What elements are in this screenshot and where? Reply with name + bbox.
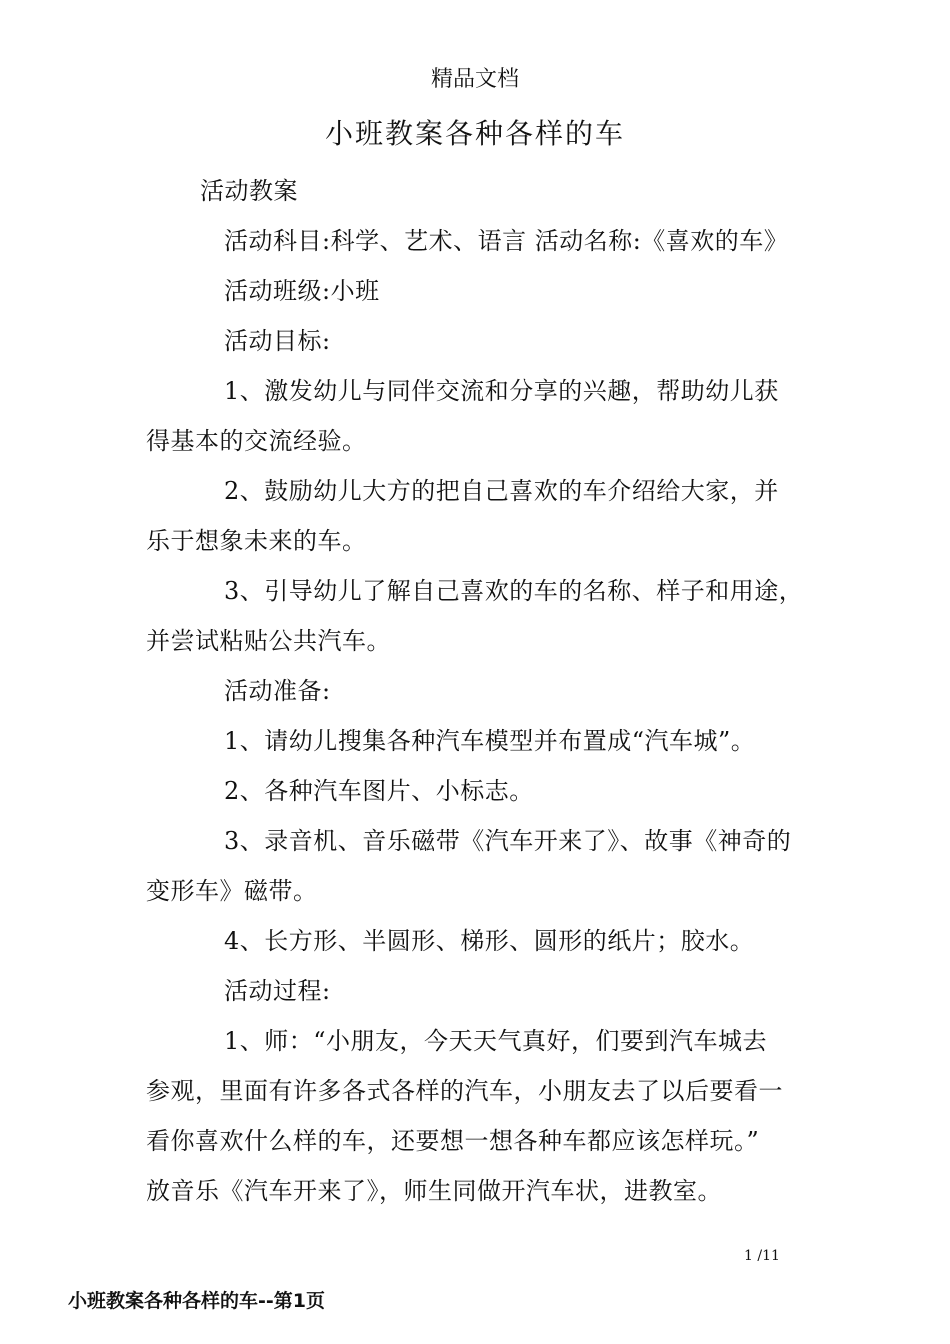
body-line: 1、师：“小朋友，今天天气真好，们要到汽车城去 (224, 1027, 768, 1055)
body-line: 放音乐《汽车开来了》，师生同做开汽车状，进教室。 (146, 1177, 722, 1205)
document-body (146, 166, 810, 1216)
body-line: 看你喜欢什么样的车，还要想一想各种车都应该怎样玩。” (146, 1127, 760, 1155)
body-line: 并尝试粘贴公共汽车。 (146, 627, 391, 655)
body-line: 1、激发幼儿与同伴交流和分享的兴趣，帮助幼儿获 (224, 377, 779, 405)
body-line: 3、录音机、音乐磁带《汽车开来了》、故事《神奇的 (224, 827, 792, 855)
page-number: 1 /11 (744, 1248, 780, 1264)
body-line: 活动科目:科学、艺术、语言 活动名称:《喜欢的车》 (224, 227, 789, 255)
body-line: 活动教案 (200, 177, 298, 205)
body-line: 1、请幼儿搜集各种汽车模型并布置成“汽车城”。 (224, 727, 756, 755)
body-line: 活动目标: (224, 327, 331, 355)
page-header: 精品文档 (430, 67, 519, 92)
page-footer: 小班教案各种各样的车--第1页 (68, 1290, 325, 1312)
body-line: 得基本的交流经验。 (146, 427, 367, 455)
body-line: 活动班级:小班 (224, 277, 380, 305)
body-line: 参观，里面有许多各式各样的汽车，小朋友去了以后要看一 (146, 1077, 783, 1105)
body-line: 2、各种汽车图片、小标志。 (224, 777, 534, 805)
body-line: 乐于想象未来的车。 (146, 527, 367, 555)
body-line: 4、长方形、半圆形、梯形、圆形的纸片；胶水。 (224, 927, 755, 955)
body-line: 活动过程: (224, 977, 331, 1005)
body-line: 2、鼓励幼儿大方的把自己喜欢的车介绍给大家，并 (224, 477, 779, 505)
body-line: 3、引导幼儿了解自己喜欢的车的名称、样子和用途， (224, 577, 804, 605)
body-line: 活动准备: (224, 677, 331, 705)
body-line: 变形车》磁带。 (146, 877, 318, 905)
document-title: 小班教案各种各样的车 (324, 117, 625, 150)
